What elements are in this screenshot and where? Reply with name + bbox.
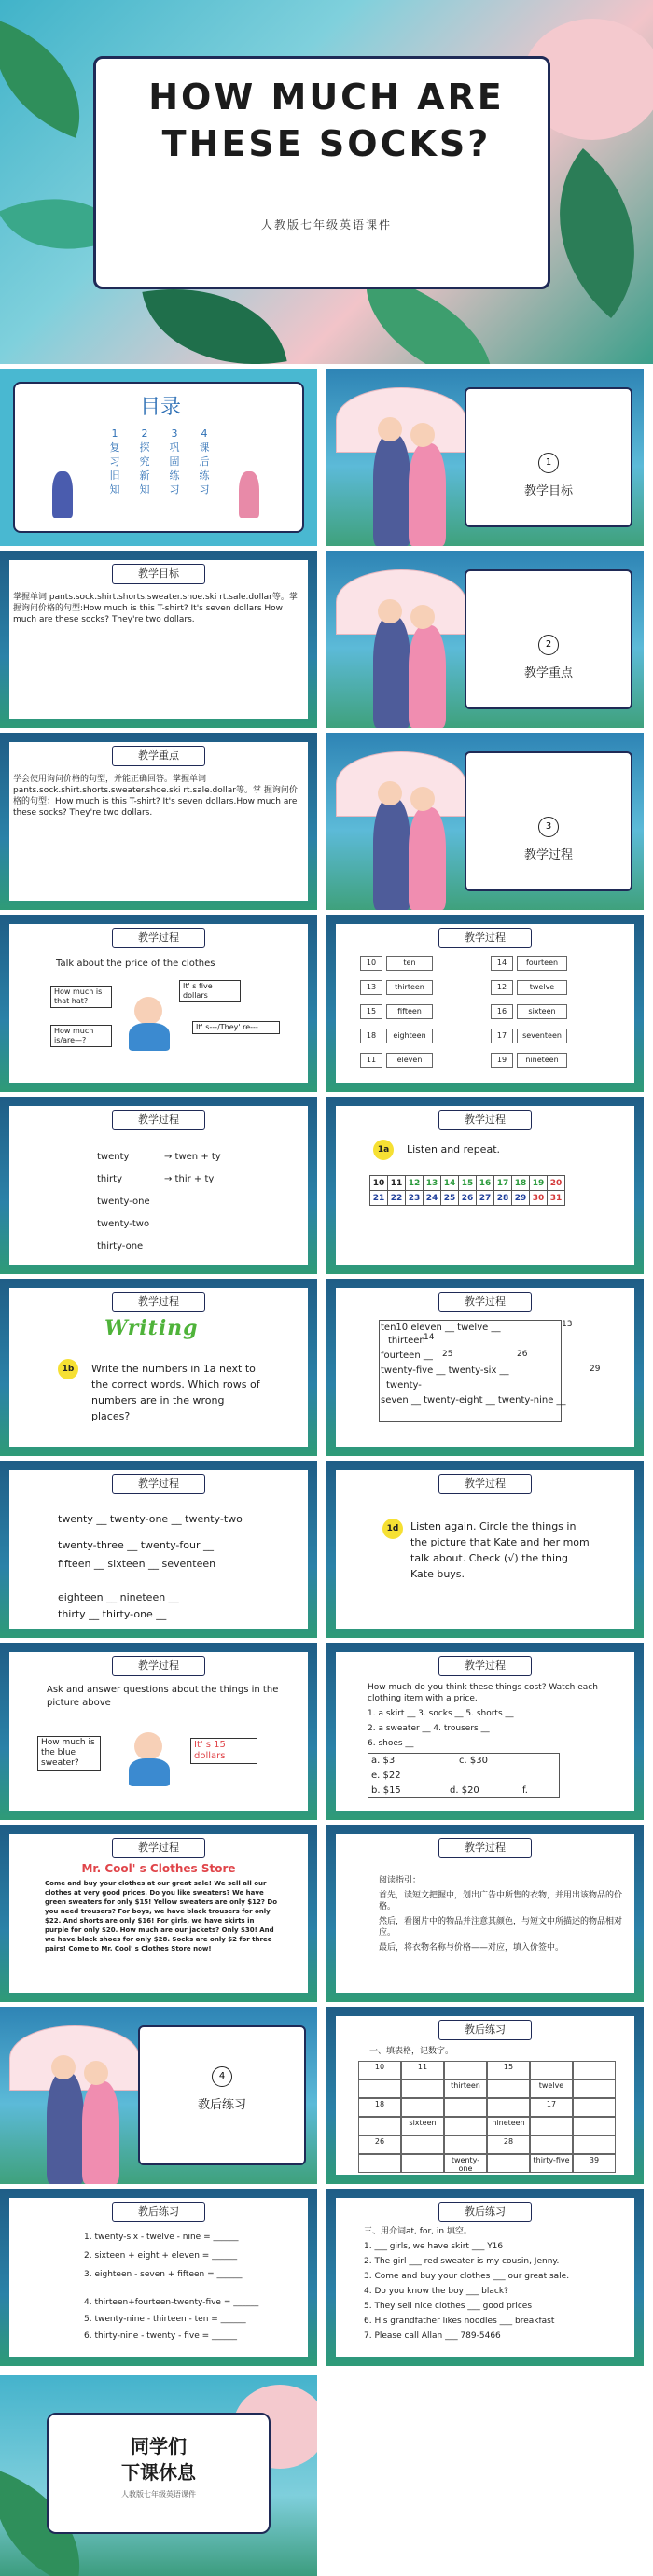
toc-slide <box>0 369 317 546</box>
man-illustration <box>373 434 410 546</box>
grid-cell <box>401 2135 444 2154</box>
number-cell: 23 <box>406 1191 424 1206</box>
section-slide-2 <box>326 551 644 728</box>
prep-line: 6. His grandfather likes noodles ___ breakfast <box>364 2317 555 2326</box>
grid-cell: twelve <box>530 2079 573 2098</box>
couple-illustration <box>52 471 73 518</box>
number-cell: 21 <box>370 1191 388 1206</box>
section-number: 4 <box>212 2066 232 2087</box>
grid-cell <box>444 2117 487 2135</box>
toc-item-char: 后 <box>199 455 210 468</box>
word-cell: thirteen <box>386 980 433 995</box>
word-cell: fourteen <box>517 956 567 971</box>
woman-illustration <box>82 2081 119 2184</box>
exercise-badge: 1a <box>373 1140 394 1160</box>
cover-title-line2: THESE SOCKS? <box>161 123 492 164</box>
toc-item-3 <box>160 427 188 497</box>
fill-line: eighteen __ nineteen __ <box>58 1591 179 1603</box>
word-cell: nineteen <box>517 1053 567 1068</box>
ending-line1: 同学们 <box>131 2435 187 2457</box>
section-title: 教学重点 <box>523 666 573 680</box>
face-illustration <box>84 2061 108 2085</box>
grid-cell <box>530 2061 573 2079</box>
toc-item-char: 探 <box>139 441 150 454</box>
match-line: 6. shoes __ <box>368 1739 414 1748</box>
grid-cell <box>573 2135 616 2154</box>
word-cell: seventeen <box>517 1029 567 1043</box>
fill-line: twenty-three __ twenty-four __ <box>58 1539 214 1551</box>
cover-title-line1: HOW MUCH ARE <box>148 77 505 118</box>
section-title: 教后练习 <box>197 2098 246 2112</box>
keypoints-slide <box>0 733 317 910</box>
toc-item-char: 固 <box>169 455 180 468</box>
price-option: d. $20 <box>450 1785 479 1796</box>
toc-item-char: 习 <box>199 483 210 496</box>
slide-header: 教学过程 <box>112 1838 205 1858</box>
instruction-text: Write the numbers in 1a next to the correct words. Which rows of numbers are in the wrong places? <box>91 1363 260 1422</box>
slide-header: 教后练习 <box>438 2202 532 2222</box>
face-illustration <box>378 781 402 805</box>
prep-line: 3. Come and buy your clothes ___ our great sale. <box>364 2272 570 2281</box>
section-title: 教学目标 <box>523 484 573 498</box>
woman-illustration <box>409 625 446 728</box>
slide-header: 教学过程 <box>438 1656 532 1676</box>
numbers-words-slide <box>326 915 644 1092</box>
fill-line: fifteen __ sixteen __ seventeen <box>58 1558 216 1570</box>
toc-item-char: 复 <box>109 441 120 454</box>
number-cell: 10 <box>360 956 382 971</box>
speech-bubble: It' s five dollars <box>179 980 241 1002</box>
section-number: 3 <box>538 817 559 837</box>
number-cell: 18 <box>512 1176 530 1191</box>
slide-header: 教学过程 <box>112 1292 205 1312</box>
number-cell: 31 <box>548 1191 565 1206</box>
section-slide-1 <box>326 369 644 546</box>
keypoints-text: 学会使用询问价格的句型，并能正确回答。掌握单词 pants.sock.shirt.shorts.sweater.shoe.ski rt.sale.dollar等。掌 握询问价格的句型：How much is this T-shirt? It's seven dollars.How much are these socks? They're two dollars. <box>13 775 298 818</box>
toc-item-2 <box>131 427 159 497</box>
toc-item-char: 旧 <box>109 469 120 482</box>
toc-item-char: 练 <box>199 469 210 482</box>
number-cell: 10 <box>370 1176 388 1191</box>
toc-item-num: 2 <box>141 427 148 440</box>
section-title: 教学过程 <box>523 848 573 862</box>
fill-line: twenty-five __ twenty-six __ <box>381 1365 509 1376</box>
price-option: e. $22 <box>371 1771 401 1781</box>
calc-line: 4. thirteen+fourteen-twenty-five = ______ <box>84 2298 259 2307</box>
number-cell: 25 <box>441 1191 459 1206</box>
prep-line: 1. ___ girls, we have skirt ___ Y16 <box>364 2242 504 2251</box>
number-cell: 17 <box>494 1176 512 1191</box>
slide-header: 教学过程 <box>112 928 205 948</box>
number-cell: 11 <box>360 1053 382 1068</box>
word-cell: eighteen <box>386 1029 433 1043</box>
store-text: Come and buy your clothes at our great sale! We sell all our clothes at very good prices. Do you like sweaters? We have green sweaters for only $15! Yellow sweaters are only $12? Do you need trousers? For boys, we have black trousers for only $22. And shorts are only $16! For girls, we have skirts in purple for only $20. How much are our jackets? Only $30! And we have black shoes for only $28. Socks are only $2 for three pairs! Come to Mr. Cool' s Clothes Store now! <box>45 1880 278 1953</box>
prep-line: 4. Do you know the boy ___ black? <box>364 2287 508 2296</box>
match-line: 1. a skirt __ 3. socks __ 5. shorts __ <box>368 1709 514 1718</box>
face-illustration <box>410 605 435 629</box>
rule-word: thirty <box>97 1174 122 1184</box>
instruction-text: How much do you think these things cost? Watch each clothing item with a price. <box>368 1683 598 1703</box>
task-text: 一、填表格，记数字。 <box>369 2047 454 2056</box>
toc-item-char: 习 <box>109 455 120 468</box>
prep-line: 7. Please call Allan ___ 789-5466 <box>364 2331 501 2341</box>
number-cell: 16 <box>491 1004 513 1019</box>
slide-header: 教学过程 <box>438 1474 532 1494</box>
slide-header: 教学过程 <box>112 1656 205 1676</box>
number-cell: 27 <box>477 1191 494 1206</box>
couple-illustration <box>239 471 259 518</box>
match-line: 2. a sweater __ 4. trousers __ <box>368 1724 490 1733</box>
listen-again-slide <box>326 1461 644 1638</box>
number-cell: 16 <box>477 1176 494 1191</box>
price-option: c. $30 <box>459 1756 488 1766</box>
fill-number: 13 <box>562 1320 573 1329</box>
grid-cell <box>573 2098 616 2117</box>
number-cell: 17 <box>491 1029 513 1043</box>
number-cell: 13 <box>424 1176 441 1191</box>
store-title: Mr. Cool' s Clothes Store <box>81 1862 236 1875</box>
rule-word: thirty-one <box>97 1241 144 1252</box>
grid-cell <box>487 2079 530 2098</box>
number-table <box>369 1175 565 1206</box>
number-cell: 14 <box>441 1176 459 1191</box>
girl-illustration <box>129 1023 170 1051</box>
fill-line: twenty __ twenty-one __ twenty-two <box>58 1513 243 1525</box>
exercise-badge: 1b <box>58 1359 78 1379</box>
objectives-text: 掌握单词 pants.sock.shirt.shorts.sweater.shoe.ski rt.sale.dollar等。掌 握询问价格的句型:How much is this T-shirt? It's seven dollars How much are these socks? They're two dollars. <box>13 593 298 624</box>
number-cell: 15 <box>459 1176 477 1191</box>
number-cell: 14 <box>491 956 513 971</box>
rule-split: → thir + ty <box>164 1174 215 1184</box>
practice-calc-slide <box>0 2189 317 2366</box>
man-illustration <box>47 2072 84 2184</box>
man-illustration <box>373 616 410 728</box>
girl-illustration <box>129 1758 170 1786</box>
ask-answer-slide <box>0 1643 317 1820</box>
exercise-badge: 1d <box>382 1519 403 1539</box>
word-cell: ten <box>386 956 433 971</box>
fill-line: seven __ twenty-eight __ twenty-nine __ <box>381 1395 566 1406</box>
price-option: f. <box>522 1785 528 1796</box>
toc-title: 目录 <box>140 396 182 419</box>
face-illustration <box>410 423 435 447</box>
toc-item-num: 4 <box>201 427 208 440</box>
cover-slide <box>0 0 653 364</box>
guide-line: 然后，看图片中的物品并注意其颜色，与短文中所描述的物品相对应。 <box>379 1917 623 1938</box>
grid-cell: thirty-five <box>530 2154 573 2173</box>
word-cell: twelve <box>517 980 567 995</box>
writing-logo: Writing <box>104 1316 199 1340</box>
guide-line: 首先，读短文把握中，划出广告中所售的衣物，并用出该物品的价格。 <box>379 1891 623 1911</box>
grid-cell <box>530 2135 573 2154</box>
instruction-text: Listen and repeat. <box>407 1143 501 1155</box>
section-number: 1 <box>538 453 559 473</box>
ending-slide <box>0 2375 317 2576</box>
cover-subtitle: 人教版七年级英语课件 <box>260 218 392 231</box>
section-number: 2 <box>538 635 559 655</box>
fill-line: thirty __ thirty-one __ <box>58 1608 167 1620</box>
clothes-store-slide <box>0 1825 317 2002</box>
toc-item-char: 究 <box>139 455 150 468</box>
grid-cell <box>487 2154 530 2173</box>
writing-slide <box>0 1279 317 1456</box>
grid-cell: 17 <box>530 2098 573 2117</box>
grid-cell <box>573 2079 616 2098</box>
speech-bubble: How much is that hat? <box>50 986 112 1008</box>
number-cell: 29 <box>512 1191 530 1206</box>
ending-line2: 下课休息 <box>121 2461 196 2484</box>
objectives-slide <box>0 551 317 728</box>
listen-repeat-slide <box>326 1097 644 1274</box>
task-text: 三、用介词at, for, in 填空。 <box>364 2227 472 2236</box>
fill-line: twenty- <box>386 1380 422 1391</box>
toc-item-4 <box>190 427 218 497</box>
number-cell: 24 <box>424 1191 441 1206</box>
grid-cell <box>358 2079 401 2098</box>
toc-item-char: 巩 <box>169 441 180 454</box>
grid-cell <box>401 2098 444 2117</box>
grid-cell <box>573 2061 616 2079</box>
slide-header: 教学过程 <box>438 928 532 948</box>
fill-number: 26 <box>517 1350 528 1359</box>
number-cell: 12 <box>406 1176 424 1191</box>
speech-bubble: How much is the blue sweater? <box>37 1736 101 1771</box>
woman-illustration <box>409 807 446 910</box>
calc-line: 1. twenty-six - twelve - nine = ______ <box>84 2233 239 2242</box>
number-cell: 13 <box>360 980 382 995</box>
number-cell: 19 <box>491 1053 513 1068</box>
slide-header: 教学过程 <box>438 1110 532 1130</box>
slide-header: 教学过程 <box>438 1292 532 1312</box>
grid-cell: 10 <box>358 2061 401 2079</box>
ending-subtitle: 人教版七年级英语课件 <box>121 2490 196 2499</box>
instruction-text: Talk about the price of the clothes <box>56 959 215 969</box>
grid-cell <box>487 2098 530 2117</box>
fill-words-slide <box>0 1461 317 1638</box>
section-slide-4 <box>0 2007 317 2184</box>
number-cell: 11 <box>388 1176 406 1191</box>
number-rules-slide <box>0 1097 317 1274</box>
girl-illustration <box>134 997 162 1025</box>
guide-line: 阅读指引： <box>379 1876 422 1885</box>
price-talk-slide <box>0 915 317 1092</box>
slide-header: 教学过程 <box>112 1110 205 1130</box>
slide-header: 教学过程 <box>112 1474 205 1494</box>
toc-item-char: 知 <box>139 483 150 496</box>
grid-cell <box>358 2117 401 2135</box>
number-cell: 26 <box>459 1191 477 1206</box>
slide-header: 教后练习 <box>438 2020 532 2040</box>
speech-bubble: How much is/are—? <box>50 1025 112 1047</box>
toc-item-char: 知 <box>109 483 120 496</box>
grid-cell: 11 <box>401 2061 444 2079</box>
girl-illustration <box>134 1732 162 1760</box>
calc-line: 6. thirty-nine - twenty - five = ______ <box>84 2331 237 2341</box>
guide-line: 最后，将衣物名称与价格——对应，填入价签中。 <box>379 1943 564 1953</box>
word-cell: fifteen <box>386 1004 433 1019</box>
toc-item-num: 1 <box>111 427 118 440</box>
number-cell: 20 <box>548 1176 565 1191</box>
fill-line: fourteen __ <box>381 1351 433 1361</box>
grid-cell <box>401 2154 444 2173</box>
grid-cell <box>444 2135 487 2154</box>
slide-header: 教学目标 <box>112 564 205 584</box>
face-illustration <box>51 2055 76 2079</box>
fill-line: ten10 eleven __ twelve __ <box>381 1323 501 1333</box>
grid-cell: twenty-one <box>444 2154 487 2173</box>
woman-illustration <box>409 443 446 546</box>
reading-guide-slide <box>326 1825 644 2002</box>
toc-item-1 <box>101 427 129 497</box>
calc-line: 5. twenty-nine - thirteen - ten = ______ <box>84 2315 246 2324</box>
grid-cell <box>358 2154 401 2173</box>
grid-cell: 15 <box>487 2061 530 2079</box>
speech-bubble: It' s---/They' re--- <box>192 1021 280 1034</box>
rule-word: twenty-one <box>97 1197 150 1207</box>
prep-line: 2. The girl ___ red sweater is my cousin, Jenny. <box>364 2257 560 2266</box>
fill-number: 29 <box>590 1365 601 1374</box>
toc-item-num: 3 <box>171 427 178 440</box>
price-option: b. $15 <box>371 1785 401 1796</box>
grid-cell: thirteen <box>444 2079 487 2098</box>
number-cell: 12 <box>491 980 513 995</box>
grid-cell: sixteen <box>401 2117 444 2135</box>
word-cell: sixteen <box>517 1004 567 1019</box>
grid-cell <box>401 2079 444 2098</box>
rule-word: twenty <box>97 1152 130 1162</box>
number-cell: 19 <box>530 1176 548 1191</box>
instruction-text: Ask and answer questions about the things in the picture above <box>47 1685 279 1708</box>
number-row <box>370 1191 565 1206</box>
match-price-slide <box>326 1643 644 1820</box>
grid-cell <box>573 2117 616 2135</box>
calc-line: 3. eighteen - seven + fifteen = ______ <box>84 2270 243 2279</box>
toc-item-char: 新 <box>139 469 150 482</box>
grid-cell: 18 <box>358 2098 401 2117</box>
rule-split: → twen + ty <box>164 1152 221 1162</box>
face-illustration <box>378 417 402 441</box>
grid-cell <box>444 2061 487 2079</box>
number-cell: 30 <box>530 1191 548 1206</box>
fill-number: 25 <box>442 1350 453 1359</box>
grid-cell <box>444 2098 487 2117</box>
number-row <box>370 1176 565 1191</box>
number-cell: 28 <box>494 1191 512 1206</box>
instruction-text: Listen again. Circle the things in the picture that Kate and her mom talk about. Check (√) the thing Kate buys. <box>410 1520 590 1580</box>
section-slide-3 <box>326 733 644 910</box>
slide-header: 教学重点 <box>112 746 205 766</box>
rule-word: twenty-two <box>97 1219 150 1229</box>
fill-numbers-slide <box>326 1279 644 1456</box>
price-option: a. $3 <box>371 1756 396 1766</box>
grid-cell: 39 <box>573 2154 616 2173</box>
slide-header: 教后练习 <box>112 2202 205 2222</box>
face-illustration <box>378 599 402 623</box>
slide-header: 教学过程 <box>438 1838 532 1858</box>
toc-items <box>101 427 222 529</box>
fill-line: thirteen <box>388 1336 425 1346</box>
speech-bubble: It' s 15 dollars <box>190 1738 257 1764</box>
practice-grid-slide <box>326 2007 644 2184</box>
grid-cell: 28 <box>487 2135 530 2154</box>
toc-item-char: 课 <box>199 441 210 454</box>
calc-line: 2. sixteen + eight + eleven = ______ <box>84 2251 238 2261</box>
fill-number: 14 <box>424 1333 435 1342</box>
grid-cell: nineteen <box>487 2117 530 2135</box>
prep-line: 5. They sell nice clothes ___ good prices <box>364 2302 533 2311</box>
grid-cell: 26 <box>358 2135 401 2154</box>
number-cell: 22 <box>388 1191 406 1206</box>
number-cell: 15 <box>360 1004 382 1019</box>
practice-prep-slide <box>326 2189 644 2366</box>
grid-cell <box>530 2117 573 2135</box>
face-illustration <box>410 787 435 811</box>
man-illustration <box>373 798 410 910</box>
number-cell: 18 <box>360 1029 382 1043</box>
toc-item-char: 习 <box>169 483 180 496</box>
word-cell: eleven <box>386 1053 433 1068</box>
toc-item-char: 练 <box>169 469 180 482</box>
